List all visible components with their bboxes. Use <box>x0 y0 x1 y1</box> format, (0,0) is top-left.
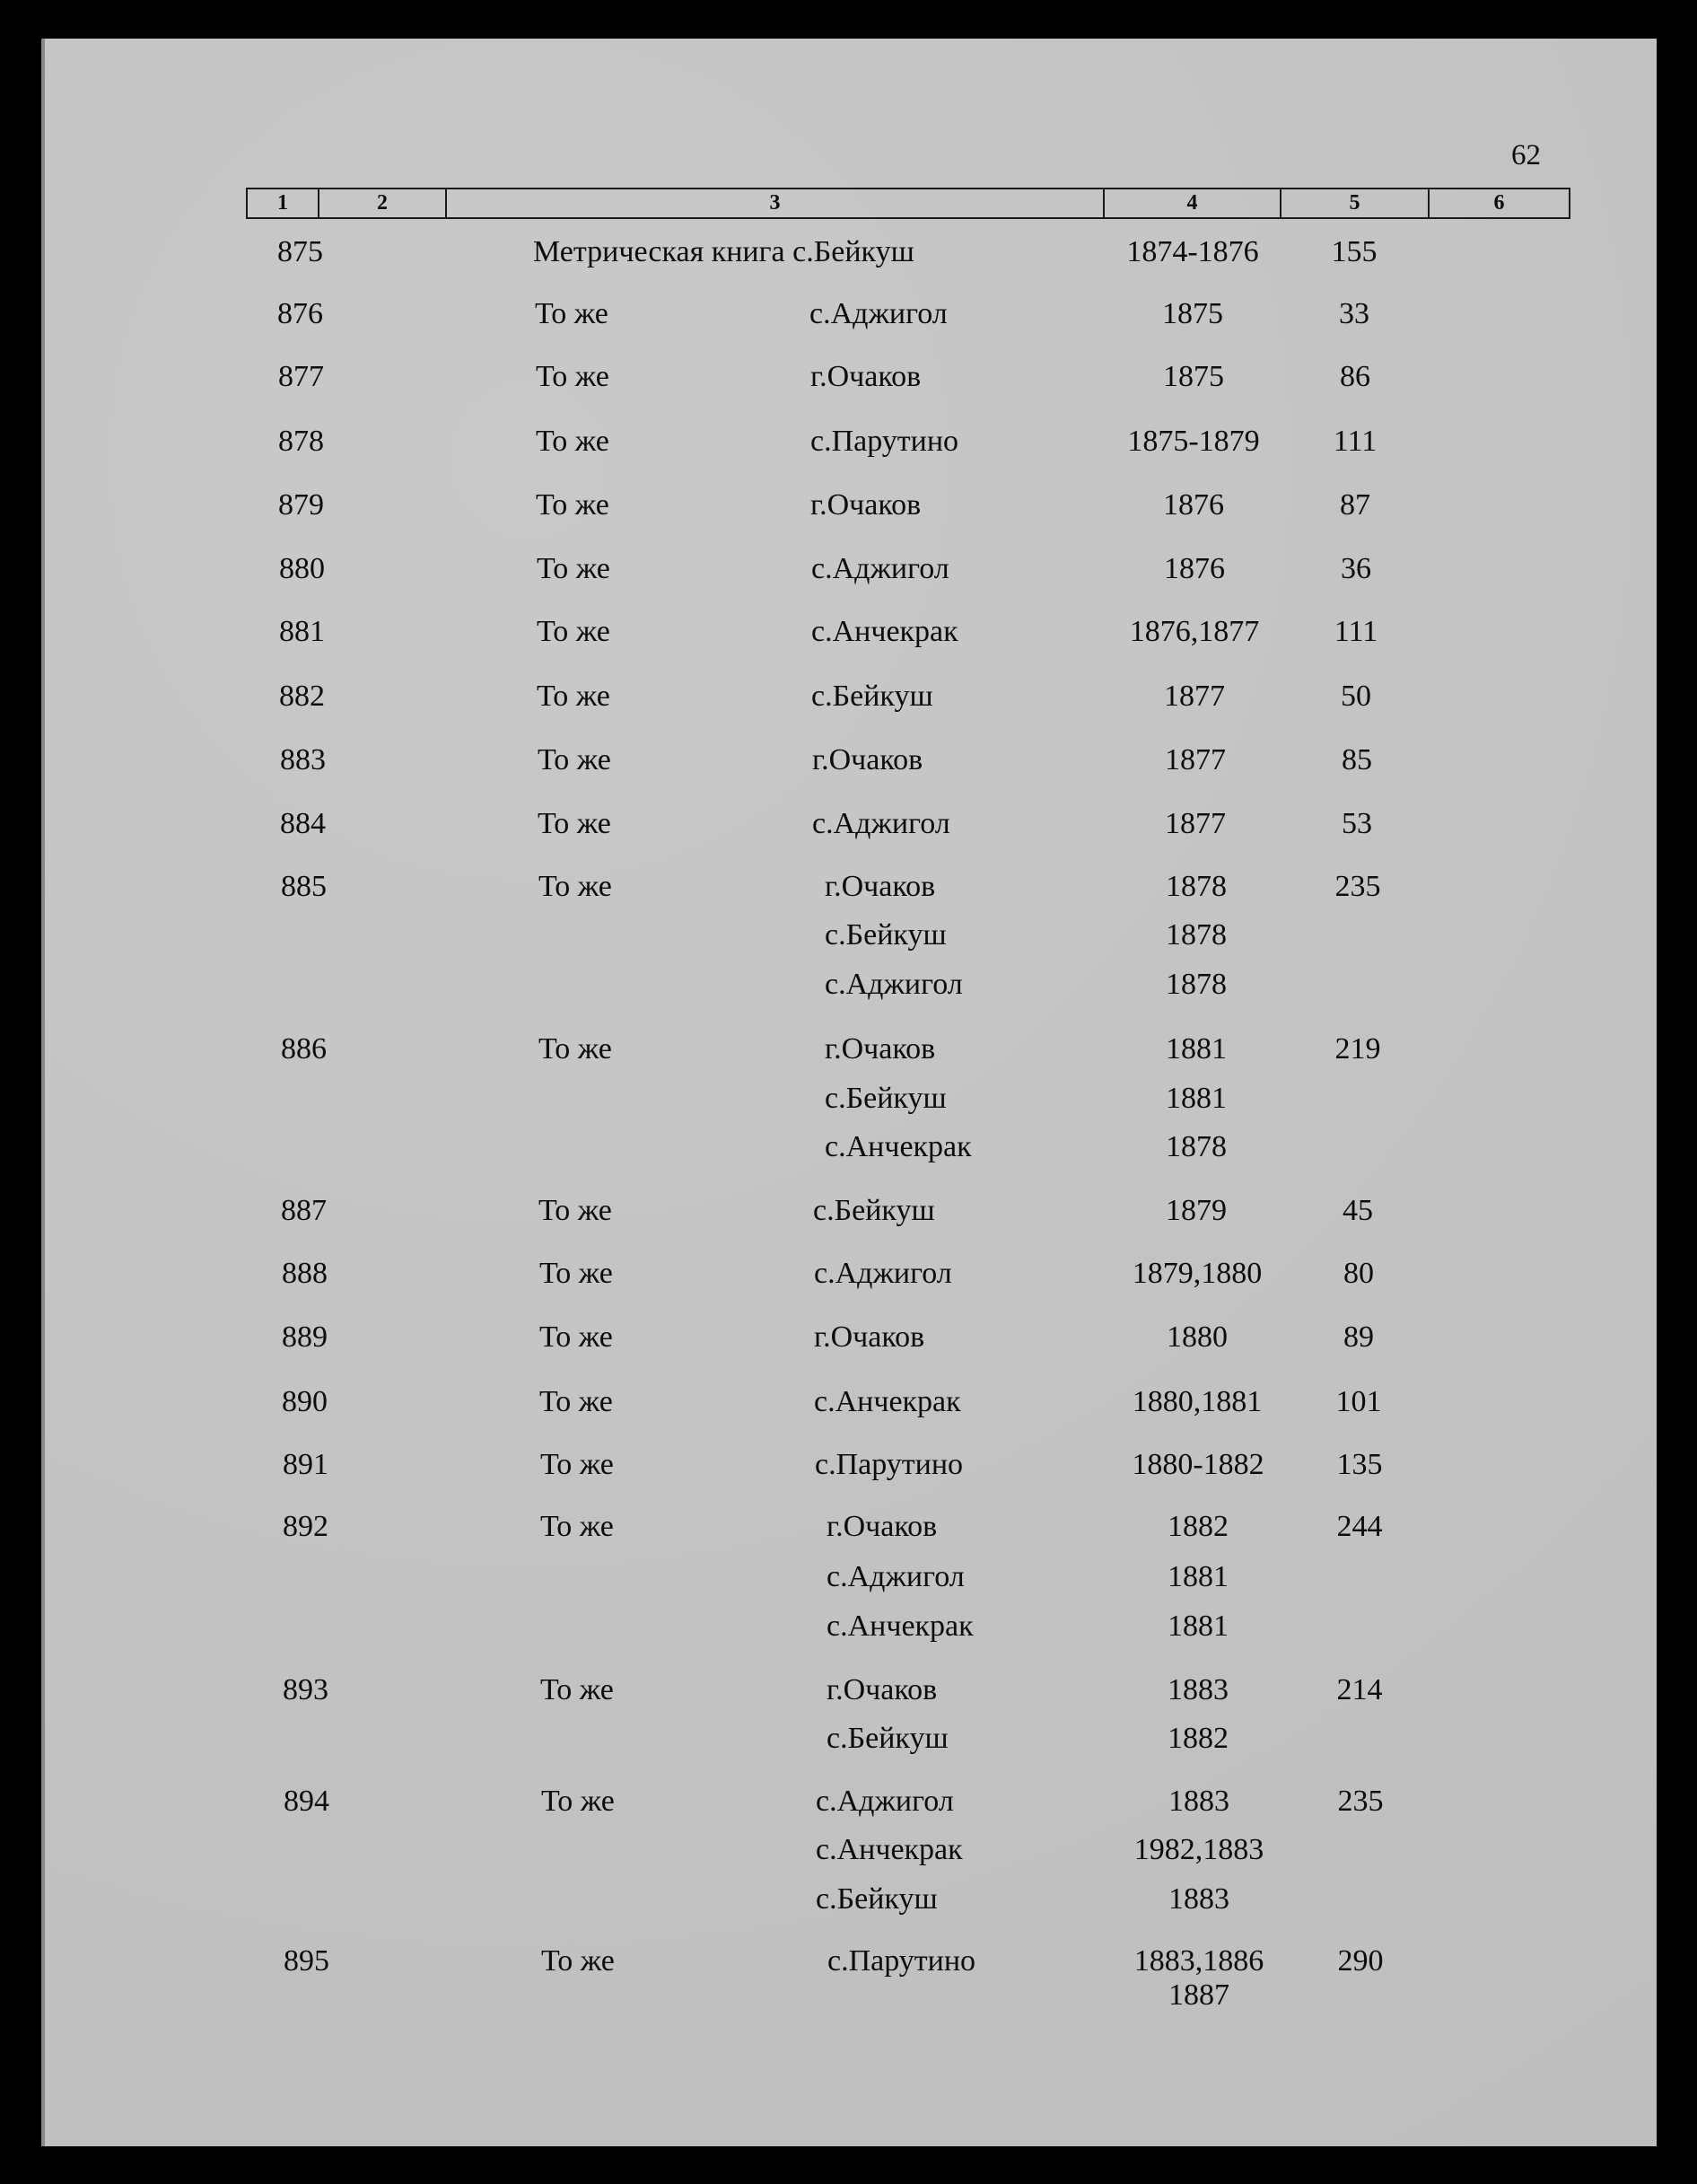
row-pages: 45 <box>1343 1194 1373 1227</box>
document-page <box>41 39 1657 2146</box>
entry-years: 1879,1880 <box>1132 1257 1263 1290</box>
row-number: 885 <box>281 870 327 903</box>
entry-place: с.Парутино <box>815 1448 964 1481</box>
entry-place: г.Очаков <box>827 1510 938 1543</box>
row-pages: 135 <box>1336 1448 1383 1481</box>
row-number: 880 <box>279 552 325 585</box>
entry-years: 1879 <box>1166 1194 1227 1227</box>
row-number: 879 <box>278 488 324 522</box>
entry-years: 1877 <box>1165 743 1226 776</box>
row-description: То же <box>536 360 609 393</box>
row-number: 894 <box>284 1785 329 1818</box>
row-description: То же <box>539 1320 613 1354</box>
row-description: То же <box>536 488 609 522</box>
entry-place: с.Бейкуш <box>811 680 933 713</box>
entry-years: 1876,1877 <box>1129 615 1260 648</box>
entry-place: с.Аджигол <box>827 1560 965 1593</box>
row-number: 890 <box>282 1385 328 1418</box>
row-description: То же <box>540 1673 614 1706</box>
entry-years: 1881 <box>1168 1609 1229 1643</box>
entry-place: с.Анчекрак <box>811 615 958 648</box>
entry-place: с.Бейкуш <box>825 1082 947 1115</box>
row-pages: 219 <box>1334 1032 1381 1066</box>
row-pages: 33 <box>1339 297 1369 330</box>
entry-years: 1876 <box>1164 552 1225 585</box>
entry-place: г.Очаков <box>814 1320 925 1354</box>
entry-place: с.Анчекрак <box>816 1833 963 1866</box>
entry-years: 1878 <box>1166 918 1227 952</box>
row-pages: 50 <box>1341 680 1371 713</box>
row-pages: 290 <box>1337 1944 1384 1978</box>
row-number: 884 <box>280 807 326 840</box>
row-number: 883 <box>280 743 326 776</box>
entry-years: 1881 <box>1168 1560 1229 1593</box>
row-pages: 101 <box>1335 1385 1382 1418</box>
entry-years: 1880 <box>1167 1320 1228 1354</box>
row-number: 875 <box>277 235 323 268</box>
row-description: То же <box>540 1510 614 1543</box>
entry-years: 1880-1882 <box>1132 1448 1264 1481</box>
entry-years: 1883,1886 <box>1133 1944 1264 1978</box>
row-description: То же <box>538 1032 612 1066</box>
row-pages: 214 <box>1336 1673 1383 1706</box>
row-pages: 36 <box>1341 552 1371 585</box>
column-header-6: 6 <box>1493 191 1505 215</box>
entry-place: с.Аджигол <box>825 968 963 1001</box>
row-pages: 89 <box>1343 1320 1374 1354</box>
entry-place: с.Анчекрак <box>827 1609 974 1643</box>
row-description: То же <box>541 1944 615 1978</box>
row-pages: 111 <box>1333 425 1378 458</box>
entry-years: 1875 <box>1163 360 1224 393</box>
entry-years: 1877 <box>1165 807 1226 840</box>
row-description: Метрическая книга с.Бейкуш <box>533 235 914 268</box>
row-number: 878 <box>278 425 324 458</box>
entry-place: с.Анчекрак <box>814 1385 961 1418</box>
entry-years: 1874-1876 <box>1126 235 1259 268</box>
row-description: То же <box>539 1257 613 1290</box>
row-number: 892 <box>283 1510 328 1543</box>
row-pages: 86 <box>1340 360 1370 393</box>
entry-place: с.Аджигол <box>816 1785 954 1818</box>
row-number: 886 <box>281 1032 327 1066</box>
row-description: То же <box>538 870 612 903</box>
entry-years: 1877 <box>1164 680 1225 713</box>
row-description: То же <box>535 297 608 330</box>
column-header-1: 1 <box>248 189 319 217</box>
row-pages: 87 <box>1340 488 1370 522</box>
column-header-2: 2 <box>319 189 447 217</box>
entry-place: с.Аджигол <box>812 807 950 840</box>
row-description: То же <box>537 680 610 713</box>
entry-place: г.Очаков <box>825 1032 936 1066</box>
row-number: 877 <box>278 360 324 393</box>
row-pages: 111 <box>1334 615 1378 648</box>
entry-years: 1883 <box>1168 1785 1229 1818</box>
entry-place: с.Анчекрак <box>825 1130 972 1163</box>
row-pages: 85 <box>1342 743 1372 776</box>
row-number: 895 <box>284 1944 329 1978</box>
entry-place: с.Бейкуш <box>813 1194 935 1227</box>
entry-place: с.Парутино <box>827 1944 976 1978</box>
entry-place: с.Аджигол <box>814 1257 952 1290</box>
entry-place: г.Очаков <box>810 488 922 522</box>
entry-years: 1881 <box>1166 1032 1227 1066</box>
row-description: То же <box>538 807 611 840</box>
entry-years: 1878 <box>1166 1130 1227 1163</box>
row-pages: 155 <box>1331 235 1378 268</box>
row-pages: 53 <box>1342 807 1372 840</box>
row-pages: 235 <box>1334 870 1381 903</box>
entry-place: с.Бейкуш <box>816 1882 938 1916</box>
row-number: 882 <box>279 680 325 713</box>
row-description: То же <box>539 1385 613 1418</box>
column-header-row <box>246 188 1570 219</box>
entry-years: 1880,1881 <box>1132 1385 1263 1418</box>
row-pages: 235 <box>1337 1785 1384 1818</box>
column-header-3: 3 <box>447 189 1105 217</box>
row-description: То же <box>538 743 611 776</box>
row-number: 893 <box>283 1673 328 1706</box>
entry-years: 1881 <box>1166 1082 1227 1115</box>
entry-years: 1878 <box>1166 870 1227 903</box>
column-header-4: 4 <box>1105 189 1281 217</box>
entry-years: 1875 <box>1162 297 1223 330</box>
page-number: 62 <box>1511 139 1541 171</box>
row-description: То же <box>538 1194 612 1227</box>
entry-place: г.Очаков <box>827 1673 938 1706</box>
entry-place: г.Очаков <box>825 870 936 903</box>
entry-years: 1887 <box>1168 1978 1229 2012</box>
row-number: 887 <box>281 1194 327 1227</box>
row-number: 888 <box>282 1257 328 1290</box>
entry-years: 1876 <box>1163 488 1224 522</box>
row-number: 881 <box>279 615 325 648</box>
column-header-5: 5 <box>1281 189 1430 217</box>
row-number: 889 <box>282 1320 328 1354</box>
row-description: То же <box>541 1785 615 1818</box>
entry-years: 1878 <box>1166 968 1227 1001</box>
entry-place: с.Бейкуш <box>825 918 947 952</box>
entry-years: 1982,1883 <box>1133 1833 1264 1866</box>
entry-place: с.Аджигол <box>811 552 949 585</box>
entry-place: с.Бейкуш <box>827 1722 949 1755</box>
entry-years: 1883 <box>1168 1882 1229 1916</box>
entry-years: 1882 <box>1168 1722 1229 1755</box>
row-number: 891 <box>283 1448 328 1481</box>
row-description: То же <box>537 552 610 585</box>
entry-place: г.Очаков <box>812 743 923 776</box>
entry-place: г.Очаков <box>810 360 922 393</box>
row-description: То же <box>536 425 609 458</box>
entry-years: 1875-1879 <box>1127 425 1260 458</box>
row-pages: 244 <box>1336 1510 1383 1543</box>
row-description: То же <box>540 1448 614 1481</box>
entry-place: с.Парутино <box>810 425 959 458</box>
entry-years: 1882 <box>1168 1510 1229 1543</box>
row-pages: 80 <box>1343 1257 1374 1290</box>
row-number: 876 <box>277 297 323 330</box>
row-description: То же <box>537 615 610 648</box>
entry-place: с.Аджигол <box>809 297 948 330</box>
entry-years: 1883 <box>1168 1673 1229 1706</box>
